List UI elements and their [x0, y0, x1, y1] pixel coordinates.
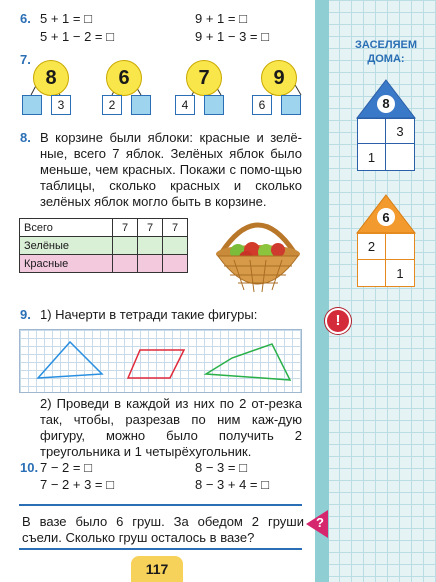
task-bottom-rule [19, 548, 302, 550]
ex7-empty-square[interactable] [204, 95, 224, 115]
house2-cell[interactable]: 1 [385, 259, 415, 287]
table-cell-empty[interactable] [163, 255, 188, 273]
ex7-empty-square[interactable] [22, 95, 42, 115]
house1-roof-number: 8 [382, 96, 390, 111]
ex7-circle: 8 [33, 60, 69, 96]
ex8-text: В корзине были яблоки: красные и зелё-ные, всего 7 яблок. Зелёных яблок было меньше, чем красных. Покажи с помо-щью таблицы, сколько красных и сколько зелёных яблок могло быть в корзине. [40, 130, 302, 209]
parallelogram-figure [128, 350, 184, 378]
table-cell-empty[interactable] [113, 237, 138, 255]
page-number: 117 [145, 561, 169, 577]
house2-roof-number: 6 [382, 210, 390, 225]
ex7-circle: 9 [261, 60, 297, 96]
ex10-right2: 8 − 3 + 4 = □ [195, 477, 269, 492]
table-cell: 7 [163, 219, 188, 237]
ex7-known-square: 3 [51, 95, 71, 115]
apple-basket-image [210, 212, 306, 294]
quadrilateral-figure [206, 344, 290, 380]
ex9-figures-grid [19, 329, 302, 393]
triangle-figure [38, 342, 102, 378]
house1-cell[interactable]: 1 [357, 143, 386, 171]
table-label-total: Всего [20, 219, 113, 237]
table-cell: 7 [138, 219, 163, 237]
ex7-known-square: 6 [252, 95, 272, 115]
ex6-line2: 5 + 1 − 2 = □ [40, 29, 114, 44]
ex6-right1: 9 + 1 = □ [195, 11, 247, 26]
ex10-number: 10. [20, 460, 39, 475]
table-cell-empty[interactable] [138, 237, 163, 255]
ex7-known-square: 4 [175, 95, 195, 115]
ex9-figures [20, 330, 301, 392]
ex10-line2: 7 − 2 + 3 = □ [40, 477, 114, 492]
ex10-line1: 7 − 2 = □ [40, 460, 92, 475]
ex7-number: 7. [20, 52, 31, 67]
sidebar-title: ЗАСЕЛЯЕМ ДОМА: [355, 39, 417, 65]
ex9-text2: 2) Проведи в каждой из них по 2 от-резка так, чтобы, разрезав по ним каж-дую фигуру, можно было получить 2 треугольника и 1 четырёхугольник. [40, 396, 302, 459]
table-label-red: Красные [20, 255, 113, 273]
ex7-known-square: 2 [102, 95, 122, 115]
table-label-green: Зелёные [20, 237, 113, 255]
ex6-line1: 5 + 1 = □ [40, 11, 92, 26]
table-cell-empty[interactable] [163, 237, 188, 255]
ex10-right1: 8 − 3 = □ [195, 460, 247, 475]
table-cell-empty[interactable] [138, 255, 163, 273]
ex6-number: 6. [20, 11, 31, 26]
house2-cell[interactable]: 2 [357, 233, 386, 260]
ex8-table [19, 218, 188, 273]
house1-cell[interactable] [385, 143, 415, 171]
ex8-number: 8. [20, 130, 31, 145]
ex9-number: 9. [20, 307, 31, 322]
task-top-rule [19, 504, 302, 506]
house1-cell[interactable] [357, 118, 386, 144]
ex6-right2: 9 + 1 − 3 = □ [195, 29, 269, 44]
house2-cell[interactable] [357, 259, 386, 287]
ex7-circle: 7 [186, 60, 222, 96]
exclamation-icon: ! [325, 308, 351, 334]
question-mark: ? [316, 515, 324, 530]
table-cell-empty[interactable] [113, 255, 138, 273]
house1-cell[interactable]: 3 [385, 118, 415, 144]
house2-cell[interactable] [385, 233, 415, 260]
ex9-text1: 1) Начерти в тетради такие фигуры: [40, 307, 258, 322]
task-text: В вазе было 6 груш. За обедом 2 груши съели. Сколько груш осталось в вазе? [22, 514, 304, 545]
ex7-circle: 6 [106, 60, 142, 96]
ex7-empty-square[interactable] [281, 95, 301, 115]
ex7-empty-square[interactable] [131, 95, 151, 115]
panel-edge [315, 0, 329, 582]
table-cell: 7 [113, 219, 138, 237]
